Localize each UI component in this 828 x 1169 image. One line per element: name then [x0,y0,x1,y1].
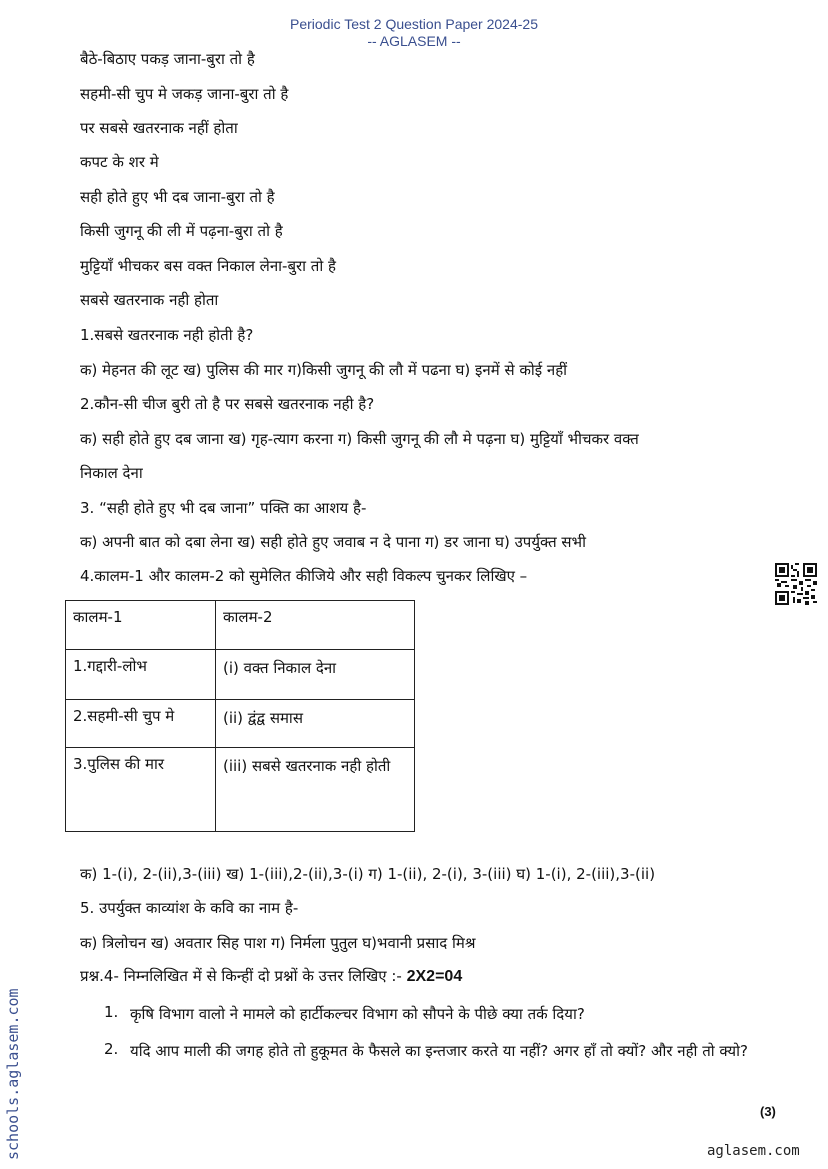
table-cell: 1.गद्दारी-लोभ [66,650,216,700]
question-options: क) अपनी बात को दबा लेना ख) सही होते हुए जवाब न दे पाना ग) डर जाना घ) उपर्युक्त सभी [80,533,586,551]
poem-line: सहमी-सी चुप मे जकड़ जाना-बुरा तो है [80,85,289,103]
question-4-heading [80,966,462,986]
table-row [66,748,415,832]
page-number: (3) [760,1104,776,1119]
site-watermark-bottom: aglasem.com [707,1143,800,1159]
header-subtitle: -- AGLASEM -- [367,33,461,49]
poem-line: पर सबसे खतरनाक नहीं होता [80,119,238,137]
header-title: Periodic Test 2 Question Paper 2024-25 [289,16,538,32]
poem-line: मुट्टियाँ भीचकर बस वक्त निकाल लेना-बुरा तो है [80,257,336,275]
list-item-text: यदि आप माली की जगह होते तो हुकूमत के फैसले का इन्तजार करते या नहीं? अगर हाँ तो क्यों? और नही तो क्यो? [130,1042,748,1060]
poem-line: किसी जुगनू की ली में पढ़ना-बुरा तो है [80,222,283,240]
page-header [0,16,828,50]
qr-code-icon [775,563,817,605]
table-cell: (iii) सबसे खतरनाक नही होती [216,748,415,832]
table-cell: 2.सहमी-सी चुप मे [66,700,216,748]
question-options: क) त्रिलोचन ख) अवतार सिह पाश ग) निर्मला पुतुल घ)भवानी प्रसाद मिश्र [80,934,476,952]
table-header-cell: कालम-2 [216,601,415,650]
poem-line: सही होते हुए भी दब जाना-बुरा तो है [80,188,275,206]
table-cell: 3.पुलिस की मार [66,748,216,832]
question-text: 5. उपर्युक्त काव्यांश के कवि का नाम है- [80,899,299,917]
table-row [66,700,415,748]
question-text: 1.सबसे खतरनाक नही होती है? [80,326,254,344]
question-options: क) सही होते हुए दब जाना ख) गृह-त्याग करना ग) किसी जुगनू की लौ मे पढ़ना घ) मुट्टियाँ भीचकर वक्त [80,430,639,448]
question-4-text: प्रश्न.4- निम्नलिखित में से किन्हीं दो प्रश्नों के उत्तर लिखिए :- [80,967,407,985]
question-options: क) मेहनत की लूट ख) पुलिस की मार ग)किसी जुगनू की लौ में पढना घ) इनमें से कोई नहीं [80,361,568,379]
table-header-row [66,601,415,650]
site-watermark-side: schools.aglasem.com [4,988,22,1160]
table-cell: (ii) द्वंद्व समास [216,700,415,748]
matching-table [65,600,415,832]
poem-line: सबसे खतरनाक नही होता [80,291,219,309]
list-item-number: 2. [104,1040,119,1058]
table-row [66,650,415,700]
table-header-cell: कालम-1 [66,601,216,650]
poem-line: कपट के शर मे [80,153,159,171]
list-item-text: कृषि विभाग वालो ने मामले को हार्टीकल्चर विभाग को सौपने के पीछे क्या तर्क दिया? [130,1005,585,1023]
list-item-number: 1. [104,1003,119,1021]
question-text: 4.कालम-1 और कालम-2 को सुमेलित कीजिये और सही विकल्प चुनकर लिखिए – [80,567,528,585]
question-options: क) 1-(i), 2-(ii),3-(iii) ख) 1-(iii),2-(ii),3-(i) ग) 1-(ii), 2-(i), 3-(iii) घ) 1-(i), 2-(iii),3-(ii) [80,865,656,883]
table-cell: (i) वक्त निकाल देना [216,650,415,700]
question-options-cont: निकाल देना [80,464,143,482]
poem-line: बैठे-बिठाए पकड़ जाना-बुरा तो है [80,50,255,68]
marks-label: 2X2=04 [406,968,463,985]
question-text: 3. “सही होते हुए भी दब जाना” पक्ति का आशय है- [80,499,367,517]
question-text: 2.कौन-सी चीज बुरी तो है पर सबसे खतरनाक नही है? [80,395,375,413]
